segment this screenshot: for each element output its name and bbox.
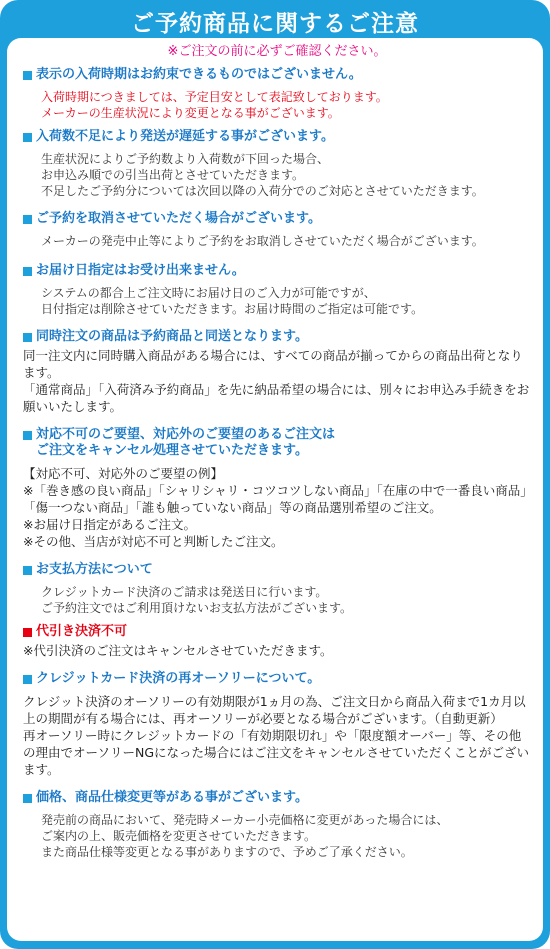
section-payment-methods <box>23 562 531 616</box>
page-title: ご予約商品に関するご注意 <box>131 10 419 37</box>
section-heading: お支払方法について <box>23 562 531 578</box>
section-heading: 価格、商品仕様変更等がある事がございます。 <box>23 790 531 806</box>
section-price-spec-change <box>23 790 531 860</box>
square-bullet-icon <box>23 215 32 224</box>
section-body: 発売前の商品において、発売時メーカー小売価格に変更があった場合には、 ご案内の上、販売価格を変更させていただきます。 また商品仕様等変更となる事がありますので、予めご了承ください。 <box>41 813 449 859</box>
section-body: 同一注文内に同時購入商品がある場合には、すべての商品が揃ってからの商品出荷となります。 「通常商品」「入荷済み予約商品」を先に納品希望の場合には、別々にお申込み手続きをお願いいたします。 <box>23 348 530 414</box>
section-heading: お届け日指定はお受け出来ません。 <box>23 263 531 279</box>
section-delivery-date <box>23 263 531 317</box>
square-bullet-icon <box>23 133 32 142</box>
square-bullet-icon <box>23 71 32 80</box>
section-heading: 入荷数不足により発送が遅延する事がございます。 <box>23 129 531 145</box>
square-bullet-icon <box>23 675 32 684</box>
section-heading: 表示の入荷時期はお約束できるものではございません。 <box>23 67 531 83</box>
section-body: 【対応不可、対応外のご要望の例】 ※「巻き感の良い商品」「シャリシャリ・コツコツしない商品」「在庫の中で一番良い商品」「傷一つない商品」「誰も触っていない商品」等の商品選別希望のご注文。 ※お届け日指定があるご注文。 ※その他、当店が対応不可と判断したご注文。 <box>23 466 527 549</box>
square-bullet-icon <box>23 794 32 803</box>
section-body: クレジット決済のオーソリーの有効期限が1ヵ月の為、ご注文日から商品入荷まで1カ月以上の期間が有る場合には、再オーソリーが必要となる場合がございます。（自動更新） 再オーソリー時にクレジットカードの「有効期限切れ」や「限度額オーバー」等、その他の理由でオーソリーNGになった場合にはご注文をキャンセルさせていただくことがございます。 <box>23 694 530 777</box>
section-arrival-timing <box>23 67 531 121</box>
square-bullet-icon <box>23 267 32 276</box>
square-bullet-icon <box>23 333 32 342</box>
section-heading: 対応不可のご要望、対応外のご要望のあるご注文は ご注文をキャンセル処理させていただきます。 <box>23 427 531 459</box>
section-shipping-delay <box>23 129 531 199</box>
section-heading: クレジットカード決済の再オーソリーについて。 <box>23 671 531 687</box>
section-body: システムの都合上ご注文時にお届け日のご入力が可能ですが、 日付指定は削除させていただきます。お届け時間のご指定は可能です。 <box>41 286 424 316</box>
section-heading: ご予約を取消させていただく場合がございます。 <box>23 211 531 227</box>
section-body: ※代引決済のご注文はキャンセルさせていただきます。 <box>23 643 333 658</box>
section-body: 入荷時期につきましては、予定目安として表記致しております。 メーカーの生産状況により変更となる事がございます。 <box>41 90 388 120</box>
notice-panel <box>7 38 543 941</box>
square-bullet-icon <box>23 431 32 440</box>
section-credit-reauthorization <box>23 671 531 778</box>
section-body: クレジットカード決済のご請求は発送日に行います。 ご予約注文ではご利用頂けないお支払方法がございます。 <box>41 585 353 615</box>
square-bullet-icon <box>23 566 32 575</box>
section-combined-order <box>23 329 531 415</box>
section-heading: 同時注文の商品は予約商品と同送となります。 <box>23 329 531 345</box>
section-cod-unavailable <box>23 624 531 659</box>
square-bullet-icon <box>23 628 32 637</box>
section-body: メーカーの発売中止等によりご予約をお取消しさせていただく場合がございます。 <box>41 234 484 248</box>
section-reservation-cancel <box>23 211 531 249</box>
subtitle: ※ご注文の前に必ずご確認ください。 <box>167 44 387 59</box>
section-unsupported-requests <box>23 427 531 550</box>
section-body: 生産状況によりご予約数より入荷数が下回った場合、 お申込み順での引当出荷とさせていただきます。 不足したご予約分については次回以降の入荷分でのご対応とさせていただきます。 <box>41 152 484 198</box>
section-heading: 代引き決済不可 <box>23 624 531 640</box>
